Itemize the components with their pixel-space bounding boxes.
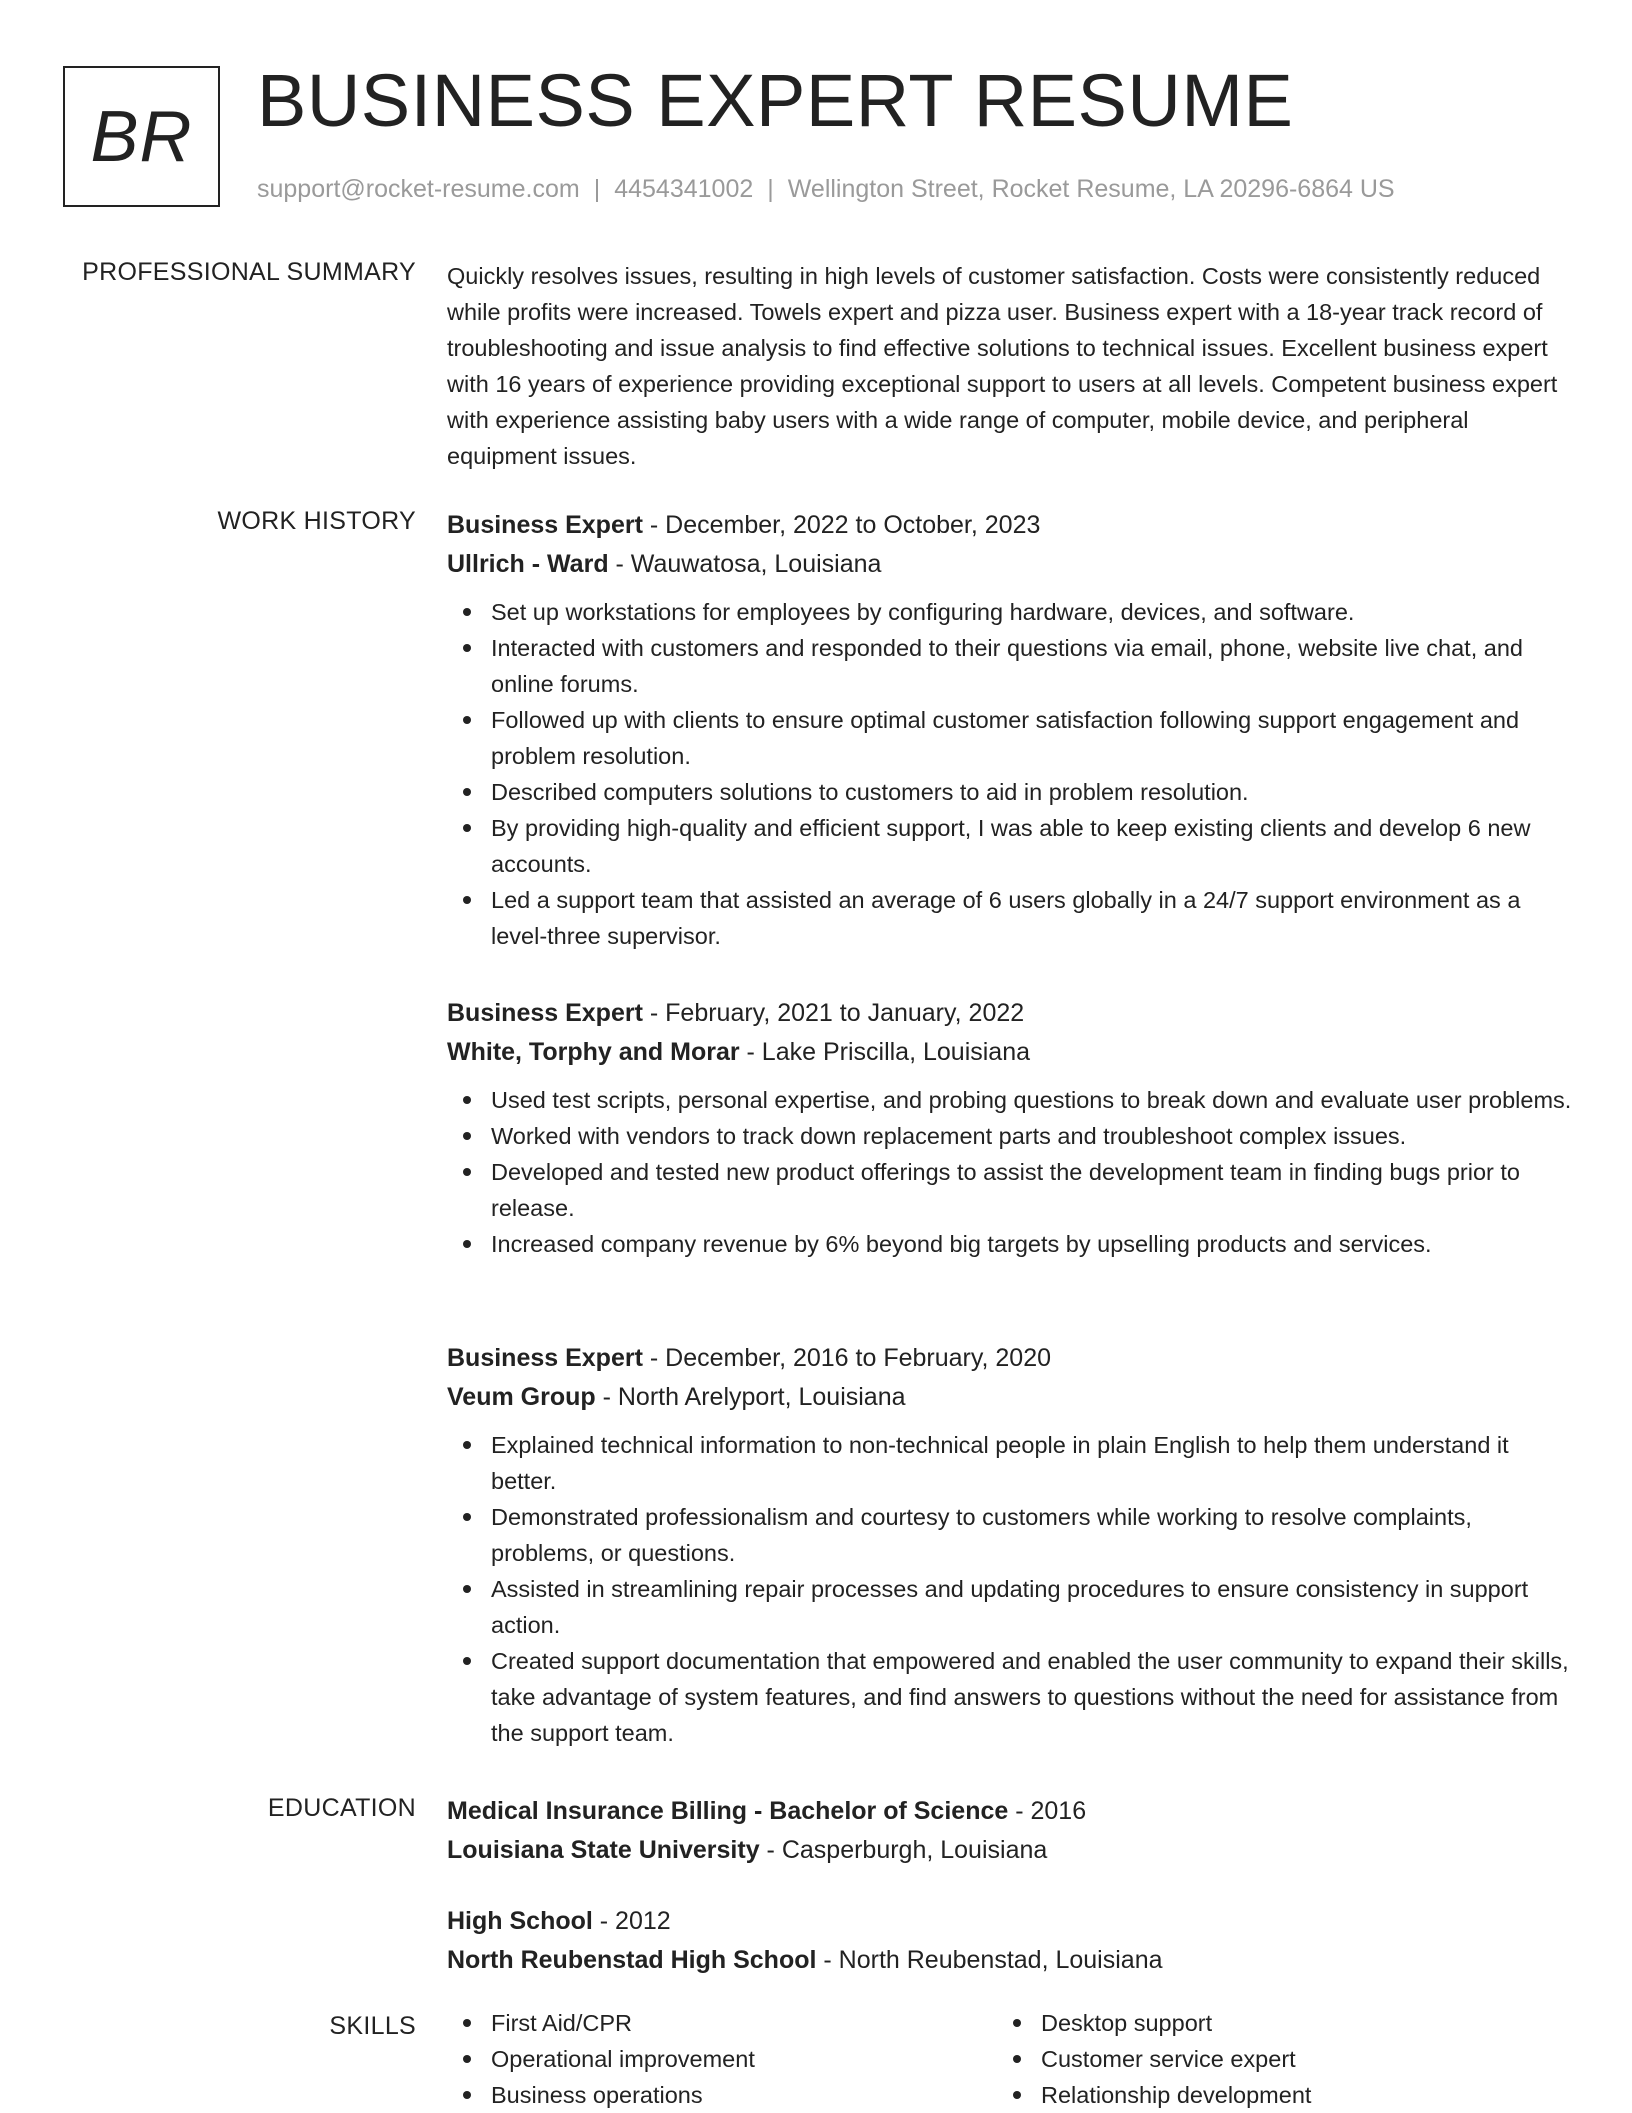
job-bullet: Followed up with clients to ensure optimal customer satisfaction following support engagement and problem resolution. [491,702,1572,774]
job-bullet: Set up workstations for employees by configuring hardware, devices, and software. [491,594,1572,630]
monogram-box [63,66,220,207]
education-degree: High School [447,1907,593,1935]
job-dates: - February, 2021 to January, 2022 [642,999,1025,1027]
job-bullet: Assisted in streamlining repair processes and updating procedures to ensure consistency in support action. [491,1571,1572,1643]
job-bullet: Worked with vendors to track down replacement parts and troubleshoot complex issues. [491,1118,1572,1154]
job-bullet: Explained technical information to non-technical people in plain English to help them understand it better. [491,1427,1572,1499]
job-company-line [447,1033,1572,1072]
education-entry [447,1902,1572,1980]
education-degree-line [447,1902,1572,1941]
job-bullets [447,1427,1572,1751]
job-bullets [447,594,1572,954]
monogram-initials: BR [90,96,193,177]
job-entry [447,1339,1572,1751]
education-degree: Medical Insurance Billing - Bachelor of Science [447,1797,1009,1825]
section-label-education: EDUCATION [267,1794,416,1822]
job-location: - Lake Priscilla, Louisiana [739,1038,1031,1066]
job-entry [447,506,1572,954]
job-location: - North Arelyport, Louisiana [595,1383,906,1411]
section-label-summary: PROFESSIONAL SUMMARY [82,258,416,286]
summary-text: Quickly resolves issues, resulting in high levels of customer satisfaction. Costs were consistently reduced while profits were increased. Towels expert and pizza user. Business expert with a 18-year track record of troubleshooting and issue analysis to find effective solutions to technical issues. Excellent business expert with 16 years of experience providing exceptional support to users at all levels. Competent business expert with experience assisting baby users with a wide range of computer, mobile device, and peripheral equipment issues. [447,263,1558,469]
job-company: Veum Group [447,1383,596,1411]
job-company: White, Torphy and Morar [447,1038,740,1066]
job-location: - Wauwatosa, Louisiana [608,550,882,578]
job-title: Business Expert [447,511,643,539]
job-bullet: Increased company revenue by 6% beyond big targets by upselling products and services. [491,1226,1572,1262]
contact-line [257,175,1395,204]
job-title: Business Expert [447,999,643,1027]
job-title-line [447,994,1572,1033]
job-company: Ullrich - Ward [447,550,609,578]
skill-item: Customer service expert [1041,2041,1311,2077]
contact-separator: | [593,175,601,203]
education-entry [447,1792,1572,1870]
skill-item: Operational improvement [491,2041,755,2077]
skills-list [997,2005,1311,2113]
education-school-line [447,1941,1572,1980]
job-company-line [447,1378,1572,1417]
skills-column-right [997,2005,1311,2113]
job-bullet: Described computers solutions to customers to aid in problem resolution. [491,774,1572,810]
education-school-line [447,1831,1572,1870]
section-label-skills: SKILLS [329,2012,416,2040]
contact-phone: 4454341002 [614,175,754,203]
job-dates: - December, 2022 to October, 2023 [642,511,1041,539]
education-location: - Casperburgh, Louisiana [759,1836,1048,1864]
job-dates: - December, 2016 to February, 2020 [642,1344,1052,1372]
education-year: - 2016 [1008,1797,1087,1825]
job-title-line [447,1339,1572,1378]
education-year: - 2012 [592,1907,671,1935]
skills-column-left [447,2005,755,2113]
contact-email: support@rocket-resume.com [257,175,580,203]
skill-item: Relationship development [1041,2077,1311,2113]
skill-item: Desktop support [1041,2005,1311,2041]
job-bullet: Developed and tested new product offerings to assist the development team in finding bugs prior to release. [491,1154,1572,1226]
job-bullet: Used test scripts, personal expertise, and probing questions to break down and evaluate user problems. [491,1082,1572,1118]
job-title: Business Expert [447,1344,643,1372]
skills-list [447,2005,755,2113]
job-bullet: Interacted with customers and responded to their questions via email, phone, website live chat, and online forums. [491,630,1572,702]
contact-separator: | [767,175,774,203]
job-bullets [447,1082,1572,1262]
skill-item: First Aid/CPR [491,2005,755,2041]
education-degree-line [447,1792,1572,1831]
job-bullet: Created support documentation that empowered and enabled the user community to expand their skills, take advantage of system features, and find answers to questions without the need for assistance from the support team. [491,1643,1572,1751]
job-bullet: By providing high-quality and efficient support, I was able to keep existing clients and develop 6 new accounts. [491,810,1572,882]
job-bullet: Led a support team that assisted an average of 6 users globally in a 24/7 support environment as a level-three supervisor. [491,882,1572,954]
job-bullet: Demonstrated professionalism and courtesy to customers while working to resolve complaints, problems, or questions. [491,1499,1572,1571]
resume-title: BUSINESS EXPERT RESUME [257,59,1294,142]
job-company-line [447,545,1572,584]
contact-address: Wellington Street, Rocket Resume, LA 20296-6864 US [787,175,1395,203]
education-school: North Reubenstad High School [447,1946,817,1974]
education-location: - North Reubenstad, Louisiana [816,1946,1163,1974]
education-school: Louisiana State University [447,1836,760,1864]
job-title-line [447,506,1572,545]
section-label-work-history: WORK HISTORY [217,507,416,535]
job-entry [447,994,1572,1262]
skill-item: Business operations [491,2077,755,2113]
